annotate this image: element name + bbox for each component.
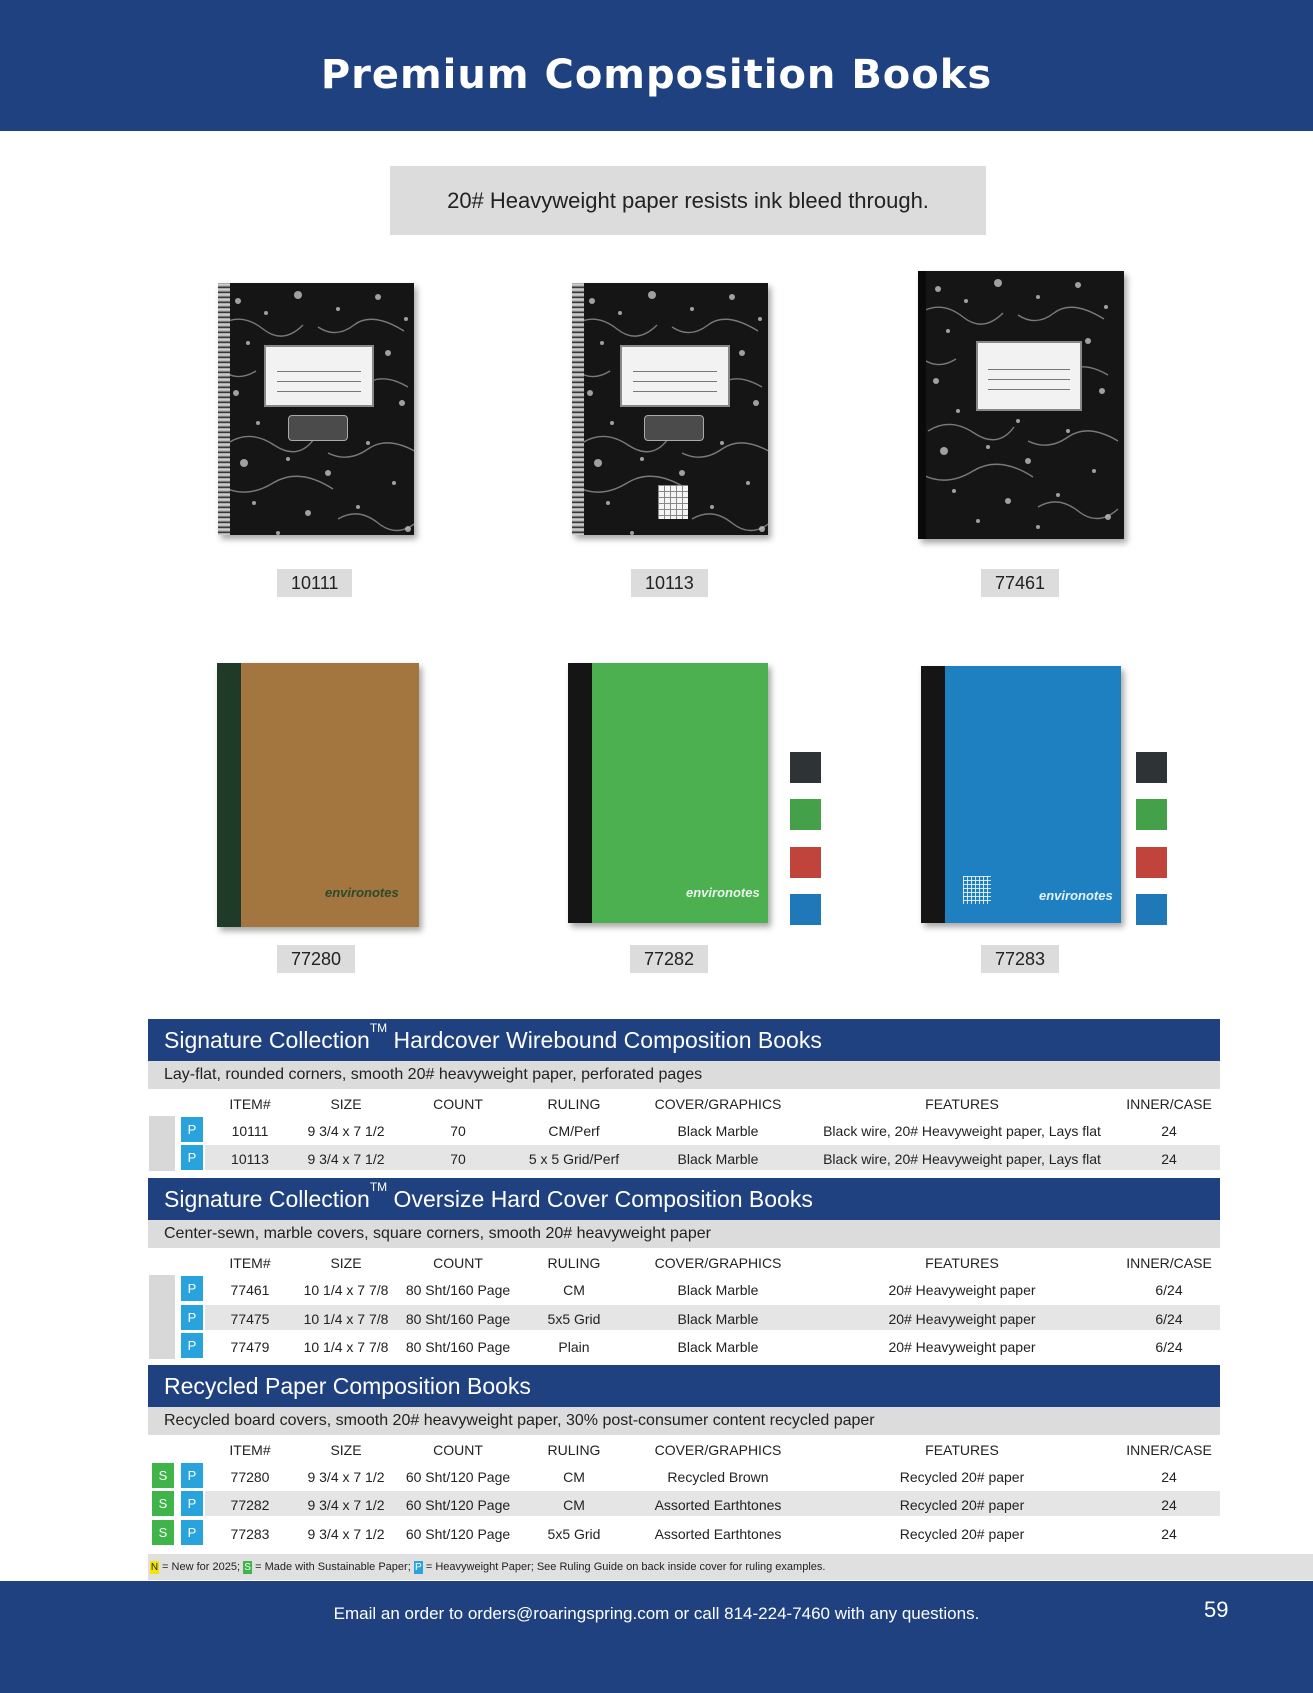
section-heading <box>148 1178 1220 1220</box>
item-tag: 77280 <box>277 945 355 973</box>
cell-count: 80 Sht/160 Page <box>405 1282 511 1298</box>
cell-item: 77461 <box>230 1282 270 1298</box>
cell-count: 70 <box>450 1123 466 1139</box>
cell-cover: Black Marble <box>677 1311 759 1327</box>
legend-new-text: = New for 2025; <box>159 1561 244 1573</box>
section-subtitle: Center-sewn, marble covers, square corners, smooth 20# heavyweight paper <box>148 1220 1220 1248</box>
cell-count: 60 Sht/120 Page <box>405 1526 511 1542</box>
cell-cover: Assorted Earthtones <box>654 1526 782 1542</box>
footer-contact-text: Email an order to orders@roaringspring.com or call 814-224-7460 with any questions. <box>333 1604 980 1623</box>
cell-features: Recycled 20# paper <box>899 1469 1025 1485</box>
cell-inner-case: 6/24 <box>1155 1311 1183 1327</box>
cell-count: 70 <box>450 1151 466 1167</box>
legend-heavyweight-key: P <box>414 1561 422 1573</box>
color-swatch-green <box>790 799 821 830</box>
marble-cover-image <box>572 283 768 535</box>
tagline: 20# Heavyweight paper resists ink bleed through. <box>390 166 986 235</box>
item-tag: 77461 <box>981 569 1059 597</box>
col-inner-case: INNER/CASE <box>1126 1096 1212 1112</box>
cell-size: 10 1/4 x 7 7/8 <box>303 1339 389 1355</box>
legend-new-key: N <box>150 1561 159 1573</box>
heavyweight-badge: P <box>181 1276 203 1301</box>
cell-features: Recycled 20# paper <box>899 1497 1025 1513</box>
cell-ruling: Plain <box>558 1339 590 1355</box>
item-tag: 77283 <box>981 945 1059 973</box>
cell-features: 20# Heavyweight paper <box>888 1282 1036 1298</box>
cell-inner-case: 24 <box>1161 1123 1177 1139</box>
col-item: ITEM# <box>229 1255 271 1271</box>
cell-ruling: CM <box>563 1497 585 1513</box>
item-tag: 10111 <box>277 569 352 597</box>
cell-ruling: 5 x 5 Grid/Perf <box>528 1151 620 1167</box>
trademark-mark: TM <box>369 1021 388 1035</box>
col-inner-case: INNER/CASE <box>1126 1442 1212 1458</box>
cell-size: 9 3/4 x 7 1/2 <box>307 1123 385 1139</box>
cell-features: 20# Heavyweight paper <box>888 1311 1036 1327</box>
section-title: Signature Collection <box>164 1027 370 1053</box>
col-count: COUNT <box>433 1096 483 1112</box>
cell-cover: Black Marble <box>677 1339 759 1355</box>
cell-inner-case: 24 <box>1161 1497 1177 1513</box>
environotes-logo: environotes <box>686 885 760 900</box>
grid-sample-icon <box>658 485 688 519</box>
cell-count: 80 Sht/160 Page <box>405 1311 511 1327</box>
grid-ruling-icon <box>963 876 991 904</box>
legend-sustainable-key: S <box>244 1561 251 1573</box>
cell-cover: Assorted Earthtones <box>654 1497 782 1513</box>
cell-cover: Black Marble <box>677 1151 759 1167</box>
cell-item: 77479 <box>230 1339 270 1355</box>
kraft-cover-image <box>217 663 419 927</box>
section-title: Signature Collection <box>164 1186 370 1212</box>
marble-cover-image <box>218 283 414 535</box>
page-number: 59 <box>1204 1597 1229 1622</box>
green-cover-image <box>568 663 768 923</box>
cell-ruling: CM/Perf <box>548 1123 600 1139</box>
section-title-rest: Oversize Hard Cover Composition Books <box>387 1186 813 1212</box>
cell-features: Recycled 20# paper <box>899 1526 1025 1542</box>
cell-inner-case: 24 <box>1161 1151 1177 1167</box>
col-item: ITEM# <box>229 1442 271 1458</box>
color-swatch-red <box>790 847 821 878</box>
section-title-rest: Hardcover Wirebound Composition Books <box>387 1027 822 1053</box>
color-swatch-red <box>1136 847 1167 878</box>
col-cover: COVER/GRAPHICS <box>654 1442 782 1458</box>
environotes-logo: environotes <box>1039 888 1113 903</box>
heavyweight-badge: P <box>181 1520 203 1545</box>
environotes-logo: environotes <box>325 885 399 900</box>
cell-size: 9 3/4 x 7 1/2 <box>307 1526 385 1542</box>
cell-item: 77282 <box>230 1497 270 1513</box>
cell-ruling: CM <box>563 1282 585 1298</box>
heavyweight-badge: P <box>181 1145 203 1170</box>
col-cover: COVER/GRAPHICS <box>654 1255 782 1271</box>
blue-cover-image <box>921 666 1121 923</box>
legend <box>148 1554 1313 1580</box>
section-heading <box>148 1365 1220 1407</box>
col-ruling: RULING <box>547 1255 601 1271</box>
cell-size: 9 3/4 x 7 1/2 <box>307 1469 385 1485</box>
sustainable-badge: S <box>152 1520 174 1545</box>
cell-item: 10111 <box>231 1123 269 1139</box>
color-swatch-green <box>1136 799 1167 830</box>
cell-cover: Black Marble <box>677 1282 759 1298</box>
cell-item: 77283 <box>230 1526 270 1542</box>
footer-band <box>0 1581 1313 1693</box>
cell-count: 60 Sht/120 Page <box>405 1497 511 1513</box>
cell-count: 60 Sht/120 Page <box>405 1469 511 1485</box>
color-swatch-blue <box>790 894 821 925</box>
cell-features: 20# Heavyweight paper <box>888 1339 1036 1355</box>
col-count: COUNT <box>433 1442 483 1458</box>
section-subtitle: Lay-flat, rounded corners, smooth 20# heavyweight paper, perforated pages <box>148 1061 1220 1089</box>
cell-inner-case: 6/24 <box>1155 1282 1183 1298</box>
col-count: COUNT <box>433 1255 483 1271</box>
item-tag: 77282 <box>630 945 708 973</box>
col-size: SIZE <box>330 1255 362 1271</box>
cell-size: 10 1/4 x 7 7/8 <box>303 1282 389 1298</box>
color-swatch-black <box>790 752 821 783</box>
cell-features: Black wire, 20# Heavyweight paper, Lays flat <box>823 1123 1101 1139</box>
cell-inner-case: 24 <box>1161 1526 1177 1542</box>
cell-ruling: 5x5 Grid <box>547 1311 601 1327</box>
color-swatch-blue <box>1136 894 1167 925</box>
heavyweight-badge: P <box>181 1333 203 1358</box>
cell-ruling: 5x5 Grid <box>547 1526 601 1542</box>
col-features: FEATURES <box>925 1255 999 1271</box>
cell-item: 77475 <box>230 1311 270 1327</box>
cell-ruling: CM <box>563 1469 585 1485</box>
col-features: FEATURES <box>925 1096 999 1112</box>
sustainable-badge: S <box>152 1491 174 1516</box>
cell-cover: Black Marble <box>677 1123 759 1139</box>
item-tag: 10113 <box>631 569 708 597</box>
heavyweight-badge: P <box>181 1491 203 1516</box>
col-size: SIZE <box>330 1096 362 1112</box>
color-swatch-black <box>1136 752 1167 783</box>
legend-sustainable-text: = Made with Sustainable Paper; <box>252 1561 414 1573</box>
cell-features: Black wire, 20# Heavyweight paper, Lays flat <box>823 1151 1101 1167</box>
heavyweight-badge: P <box>181 1117 203 1142</box>
cell-size: 9 3/4 x 7 1/2 <box>307 1497 385 1513</box>
cell-size: 10 1/4 x 7 7/8 <box>303 1311 389 1327</box>
legend-heavyweight-text: = Heavyweight Paper; See Ruling Guide on back inside cover for ruling examples. <box>422 1561 826 1573</box>
cell-inner-case: 24 <box>1161 1469 1177 1485</box>
page-title: Premium Composition Books <box>320 52 993 98</box>
col-cover: COVER/GRAPHICS <box>654 1096 782 1112</box>
cell-item: 10113 <box>231 1151 269 1167</box>
heavyweight-badge: P <box>181 1463 203 1488</box>
cell-inner-case: 6/24 <box>1155 1339 1183 1355</box>
trademark-mark: TM <box>369 1180 388 1194</box>
cell-cover: Recycled Brown <box>667 1469 769 1485</box>
cell-size: 9 3/4 x 7 1/2 <box>307 1151 385 1167</box>
cell-item: 77280 <box>230 1469 270 1485</box>
col-item: ITEM# <box>229 1096 271 1112</box>
col-size: SIZE <box>330 1442 362 1458</box>
col-ruling: RULING <box>547 1442 601 1458</box>
sustainable-badge: S <box>152 1463 174 1488</box>
section-heading <box>148 1019 1220 1061</box>
heavyweight-badge: P <box>181 1305 203 1330</box>
section-title: Recycled Paper Composition Books <box>164 1373 531 1399</box>
col-ruling: RULING <box>547 1096 601 1112</box>
section-subtitle: Recycled board covers, smooth 20# heavyweight paper, 30% post-consumer content recycled paper <box>148 1407 1220 1435</box>
marble-cover-image <box>918 271 1124 539</box>
col-inner-case: INNER/CASE <box>1126 1255 1212 1271</box>
cell-count: 80 Sht/160 Page <box>405 1339 511 1355</box>
col-features: FEATURES <box>925 1442 999 1458</box>
